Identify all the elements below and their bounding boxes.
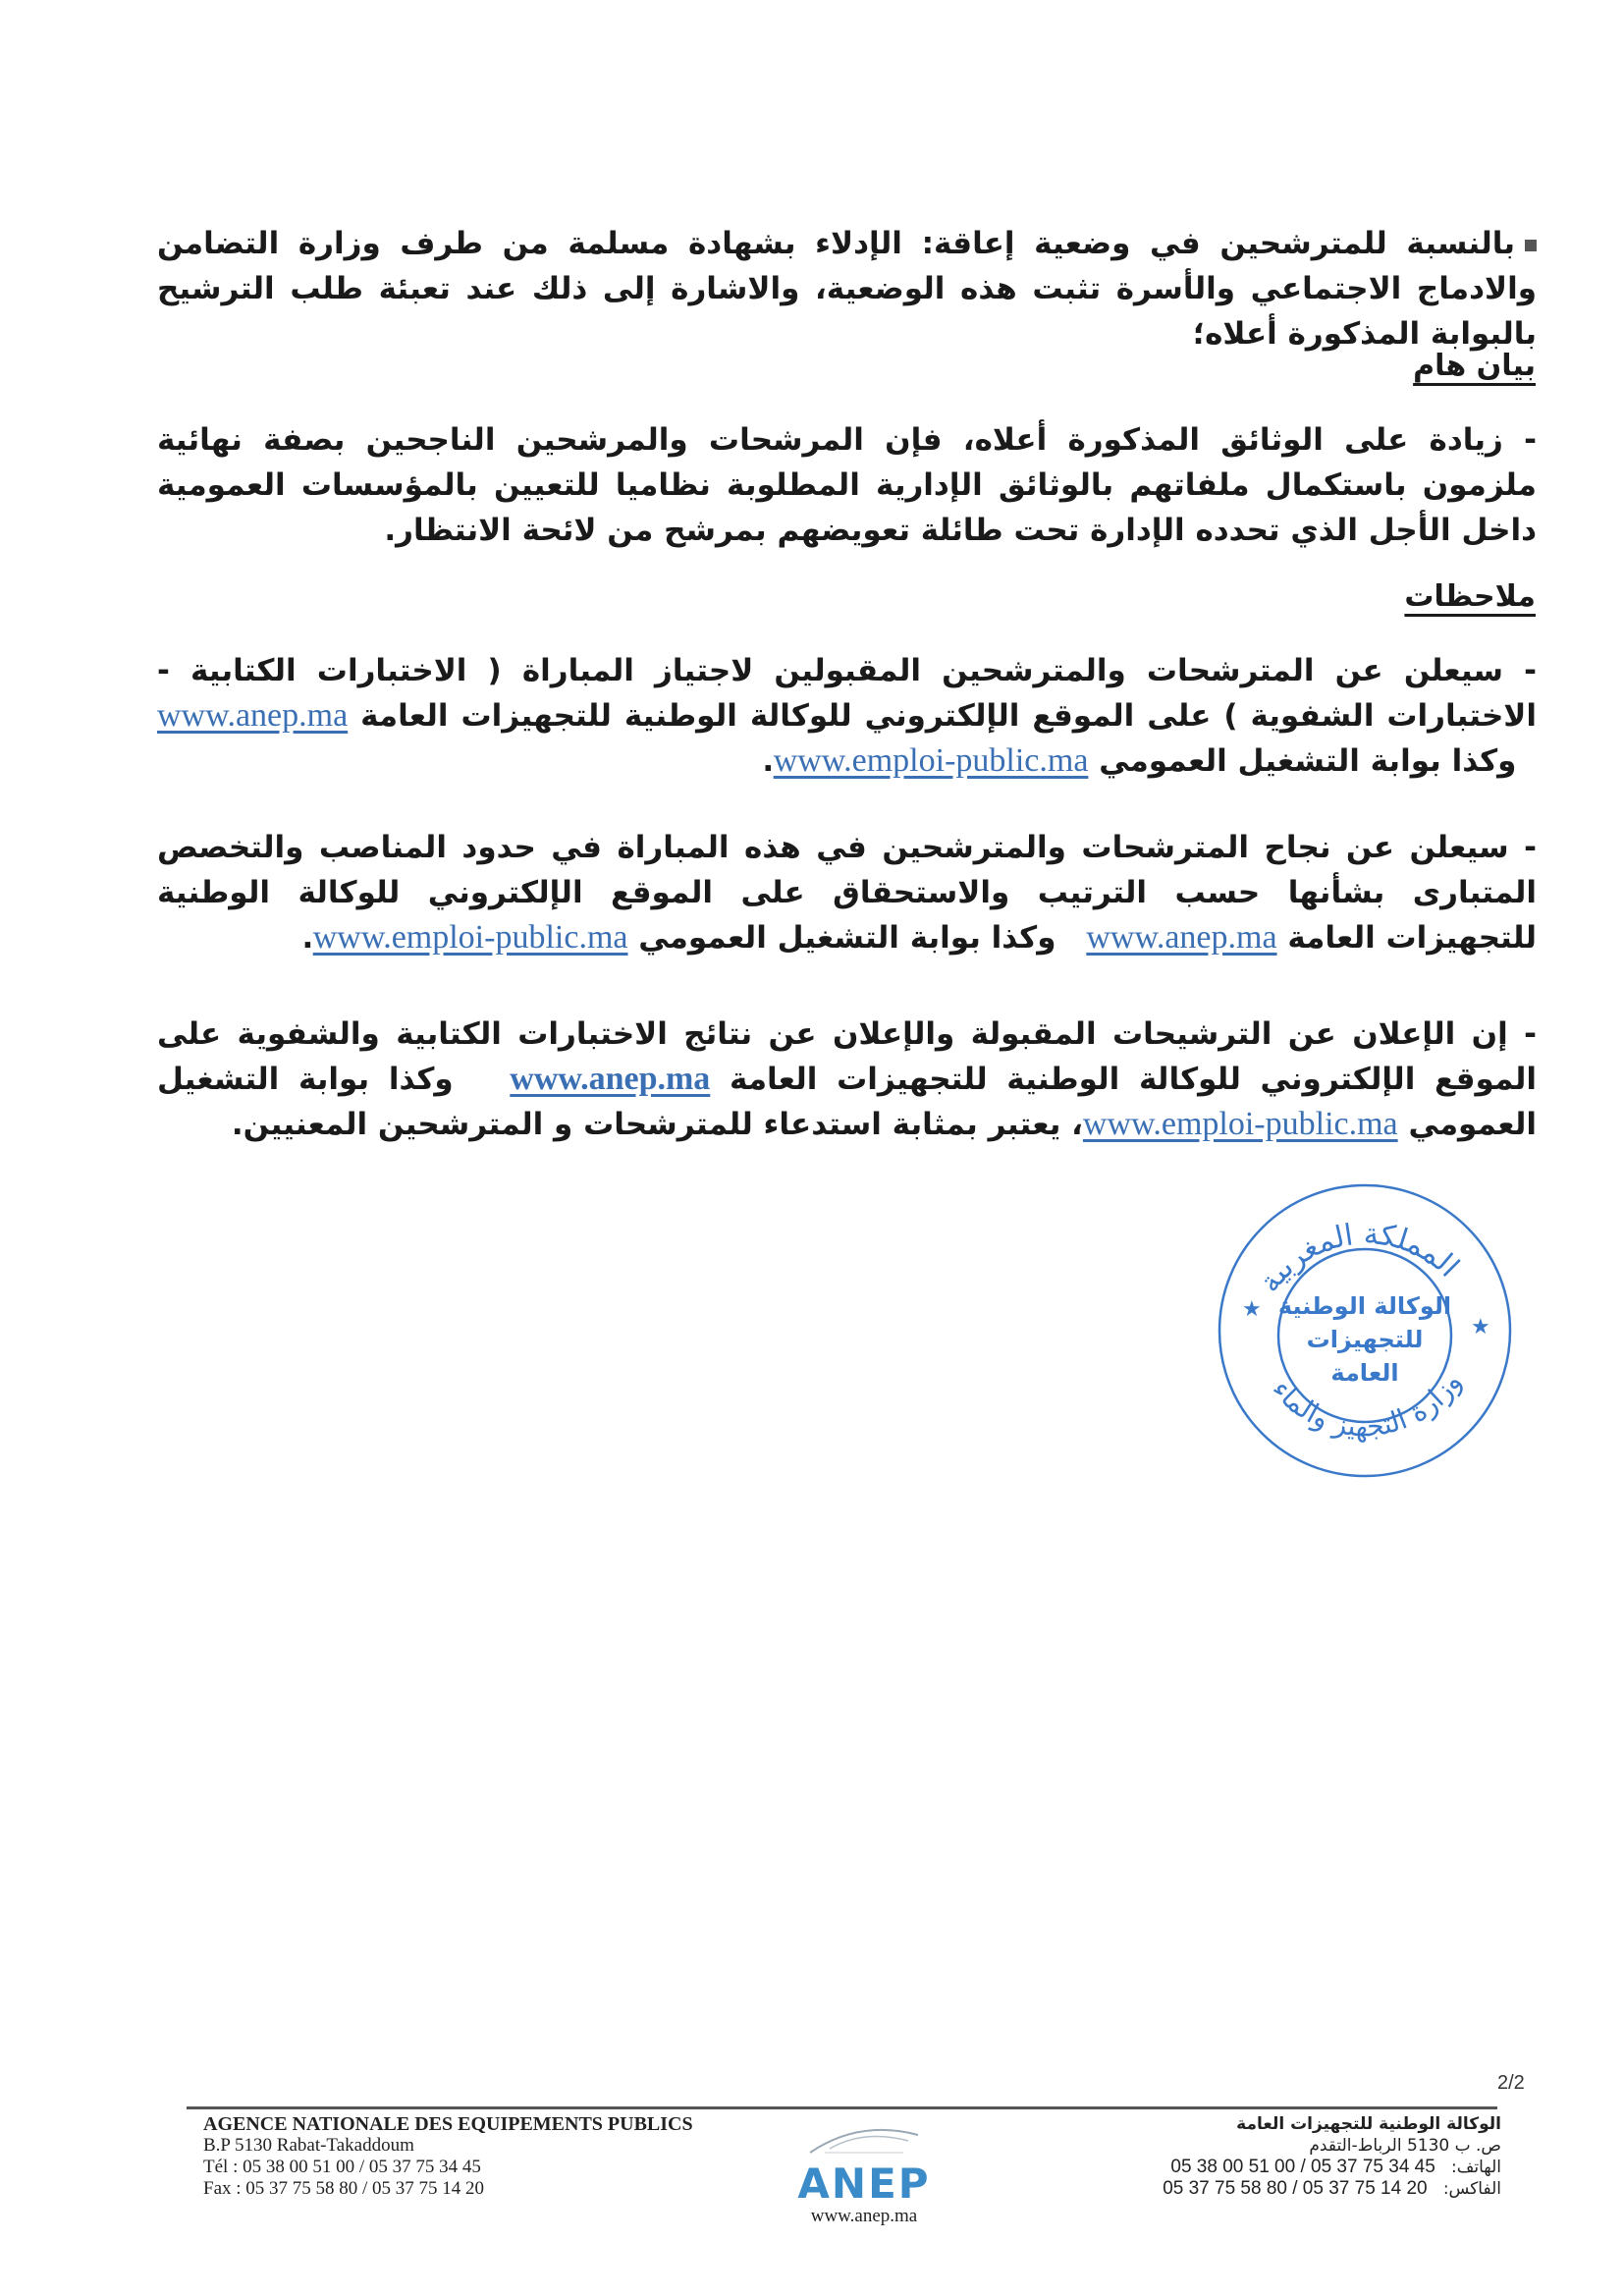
svg-text:المملكة المغربية: المملكة المغربية [1252,1217,1466,1299]
anep-emblem-icon [800,2119,928,2159]
svg-text:★: ★ [1471,1315,1490,1339]
page-number: 2/2 [1497,2072,1525,2094]
note-2-end: . [301,920,313,956]
footer-divider [187,2106,1497,2109]
official-stamp [1213,1178,1517,1483]
note-2-paragraph [157,825,1537,960]
svg-text:للتجهيزات: للتجهيزات [1306,1326,1424,1353]
footer-fax-ar: 05 37 75 58 80 / 05 37 75 14 20 [1163,2178,1428,2199]
footer-website[interactable]: www.anep.ma [810,2206,918,2226]
footer-french-contact [203,2113,693,2200]
svg-text:وزارة التجهيز والماء: وزارة التجهيز والماء [1266,1366,1468,1444]
footer-fax-fr: Fax : 05 37 75 58 80 / 05 37 75 14 20 [203,2178,485,2199]
footer-logo-block [766,2119,962,2227]
emploi-public-link[interactable]: www.emploi-public.ma [312,919,628,956]
footer-org-name-fr: AGENCE NATIONALE DES EQUIPEMENTS PUBLICS [203,2113,693,2135]
footer-tel-ar: 05 38 00 51 00 / 05 37 75 34 45 [1170,2157,1435,2177]
important-paragraph: - زيادة على الوثائق المذكورة أعلاه، فإن المرشحات والمرشحين الناجحين بصفة نهائية ملزمون باستكمال ملفاتهم بالوثائق الإدارية المطلوبة نظاميا للتعيين بالمؤسسات العمومية داخل الأجل الذي تحدده الإدارة تحت طائلة تعويضهم بمرشح من لائحة الانتظار. [157,422,1537,548]
note-3-paragraph [157,1011,1537,1147]
footer-address-fr: B.P 5130 Rabat-Takaddoum [203,2135,414,2156]
important-heading: بيان هام [1413,349,1536,383]
note-3-text: - إن الإعلان عن الترشيحات المقبولة والإعلان عن نتائج الاختبارات الكتابية والشفوية على الموقع الإلكتروني للوكالة الوطنية للتجهيزات العامة [157,1016,1537,1097]
disability-text: بالنسبة للمترشحين في وضعية إعاقة: الإدلاء بشهادة مسلمة من طرف وزارة التضامن والادماج الاجتماعي والأسرة تثبت هذه الوضعية، والاشارة إلى ذلك عند تعبئة طلب الترشيح بالبوابة المذكورة أعلاه؛ [157,226,1537,352]
anep-logo-text: ANEP [797,2159,931,2208]
svg-text:العامة: العامة [1330,1359,1399,1387]
footer-tel-fr: Tél : 05 38 00 51 00 / 05 37 75 34 45 [203,2157,481,2177]
footer-tel-ar-row [1109,2157,1501,2178]
notes-heading: ملاحظات [1404,579,1536,614]
note-2-text: - سيعلن عن نجاح المترشحات والمترشحين في هذه المباراة في حدود المناصب والتخصص المتبارى بشأنها حسب الترتيب والاستحقاق على الموقع الإلكتروني للوكالة الوطنية للتجهيزات العامة [157,830,1537,956]
stamp-circle-icon [1213,1178,1517,1483]
emploi-public-link[interactable]: www.emploi-public.ma [1082,1106,1398,1142]
footer-tel-label-ar: الهاتف: [1451,2158,1501,2177]
note-1-end: . [762,743,774,779]
svg-text:الوكالة الوطنية: الوكالة الوطنية [1277,1292,1452,1320]
anep-link[interactable]: www.anep.ma [157,697,349,734]
note-2-text-2: وكذا بوابة التشغيل العمومي [638,920,1056,956]
note-1-text-2: وكذا بوابة التشغيل العمومي [1099,743,1517,779]
note-1-text: - سيعلن عن المترشحات والمترشحين المقبولين لاجتياز المباراة ( الاختبارات الكتابية - الاختبارات الشفوية ) على الموقع الإلكتروني للوكالة الوطنية للتجهيزات العامة [157,653,1538,734]
anep-link[interactable]: www.anep.ma [1086,919,1277,956]
note-3-text-2: وكذا بوابة التشغيل العمومي [157,1062,1537,1142]
note-1-paragraph [157,648,1537,784]
footer-org-name-ar: الوكالة الوطنية للتجهيزات العامة [1236,2114,1501,2134]
footer-address-ar: ص. ب 5130 الرباط-التقدم [1309,2136,1501,2156]
disability-paragraph [157,221,1537,356]
square-bullet-icon [1525,240,1537,251]
anep-link[interactable]: www.anep.ma [510,1061,711,1097]
note-3-text-3: ، يعتبر بمثابة استدعاء للمترشحات و المترشحين المعنيين. [231,1107,1083,1142]
svg-text:★: ★ [1242,1297,1262,1322]
footer-fax-ar-row [1109,2178,1501,2200]
footer-arabic-contact [1109,2113,1501,2200]
emploi-public-link[interactable]: www.emploi-public.ma [773,742,1089,779]
footer-fax-label-ar: الفاكس: [1442,2179,1501,2199]
